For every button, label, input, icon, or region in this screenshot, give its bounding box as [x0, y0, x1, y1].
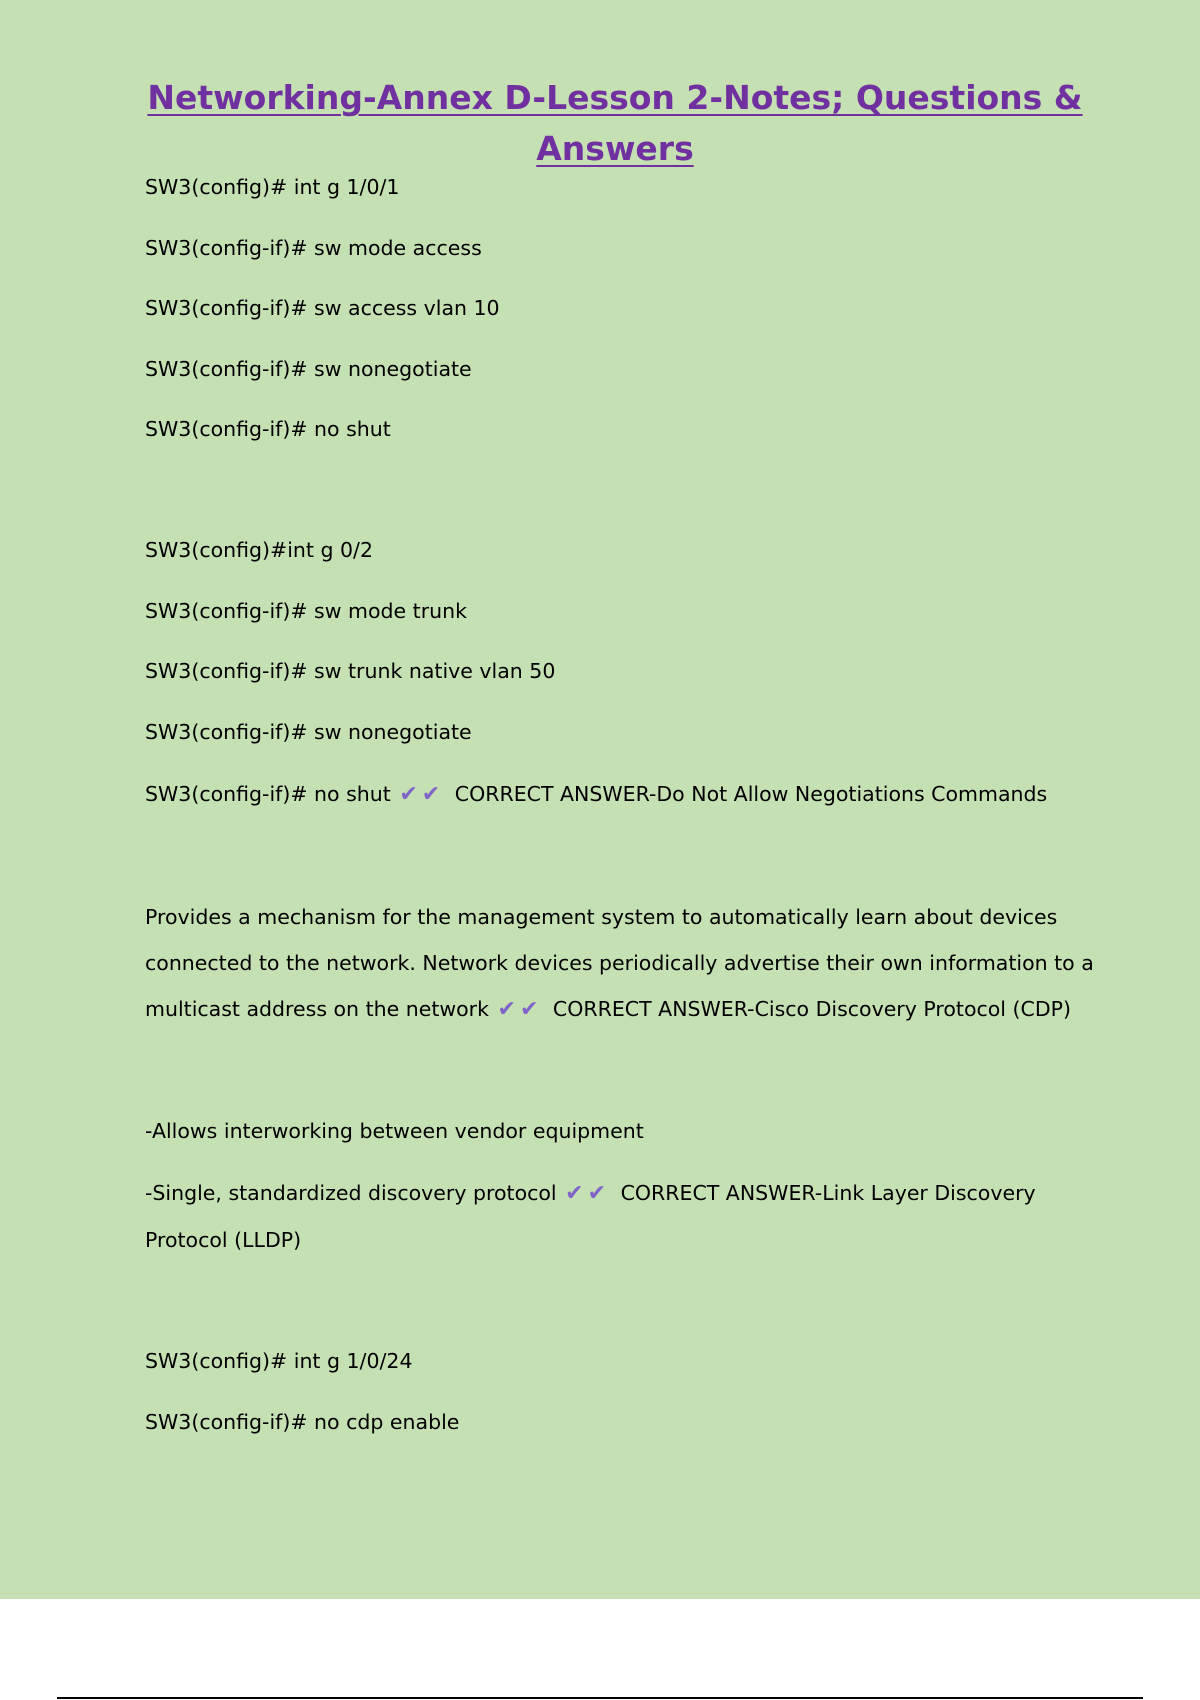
- config-line: SW3(config)#int g 0/2: [145, 538, 373, 562]
- correct-answer: CORRECT ANSWER-Link Layer Discovery Protocol (LLDP): [145, 1181, 1036, 1252]
- check-mark-icon: ✔: [497, 997, 516, 1022]
- correct-answer: CORRECT ANSWER-Cisco Discovery Protocol (CDP): [552, 997, 1071, 1021]
- config-line: SW3(config)# int g 1/0/24: [145, 1349, 413, 1373]
- question-cdp: [145, 894, 1105, 1033]
- config-line: SW3(config-if)# no cdp enable: [145, 1410, 460, 1434]
- check-mark-icon: ✔: [519, 997, 539, 1022]
- correct-answer: CORRECT ANSWER-Do Not Allow Negotiations Commands: [454, 782, 1048, 806]
- config-line: SW3(config-if)# sw mode trunk: [145, 599, 467, 623]
- question-text: Provides a mechanism for the management system to automatically learn about devices connected to the network. Network devices periodically advertise their own information to a multicast address on the network: [145, 905, 1094, 1021]
- title-line-1: Networking-Annex D-Lesson 2-Notes; Questions &: [147, 78, 1083, 117]
- config-line: SW3(config-if)# no shut: [145, 782, 391, 806]
- config-line: SW3(config-if)# no shut: [145, 417, 391, 441]
- config-answer-line: [145, 771, 1105, 818]
- question-line: -Allows interworking between vendor equipment: [145, 1119, 644, 1143]
- config-line: SW3(config-if)# sw mode access: [145, 236, 482, 260]
- config-line: SW3(config-if)# sw nonegotiate: [145, 720, 472, 744]
- title-line-2: Answers: [536, 129, 694, 168]
- check-mark-icon: ✔: [587, 1181, 607, 1206]
- check-mark-icon: ✔: [399, 782, 418, 807]
- config-line: SW3(config-if)# sw access vlan 10: [145, 296, 500, 320]
- question-lldp: [145, 1170, 1105, 1263]
- question-text: -Single, standardized discovery protocol: [145, 1181, 557, 1205]
- check-mark-icon: ✔: [421, 782, 441, 807]
- footer-divider: [57, 1697, 1143, 1699]
- check-mark-icon: ✔: [565, 1181, 584, 1206]
- config-line: SW3(config-if)# sw nonegotiate: [145, 357, 472, 381]
- document-title: [130, 72, 1100, 174]
- config-line: SW3(config)# int g 1/0/1: [145, 175, 400, 199]
- config-line: SW3(config-if)# sw trunk native vlan 50: [145, 659, 556, 683]
